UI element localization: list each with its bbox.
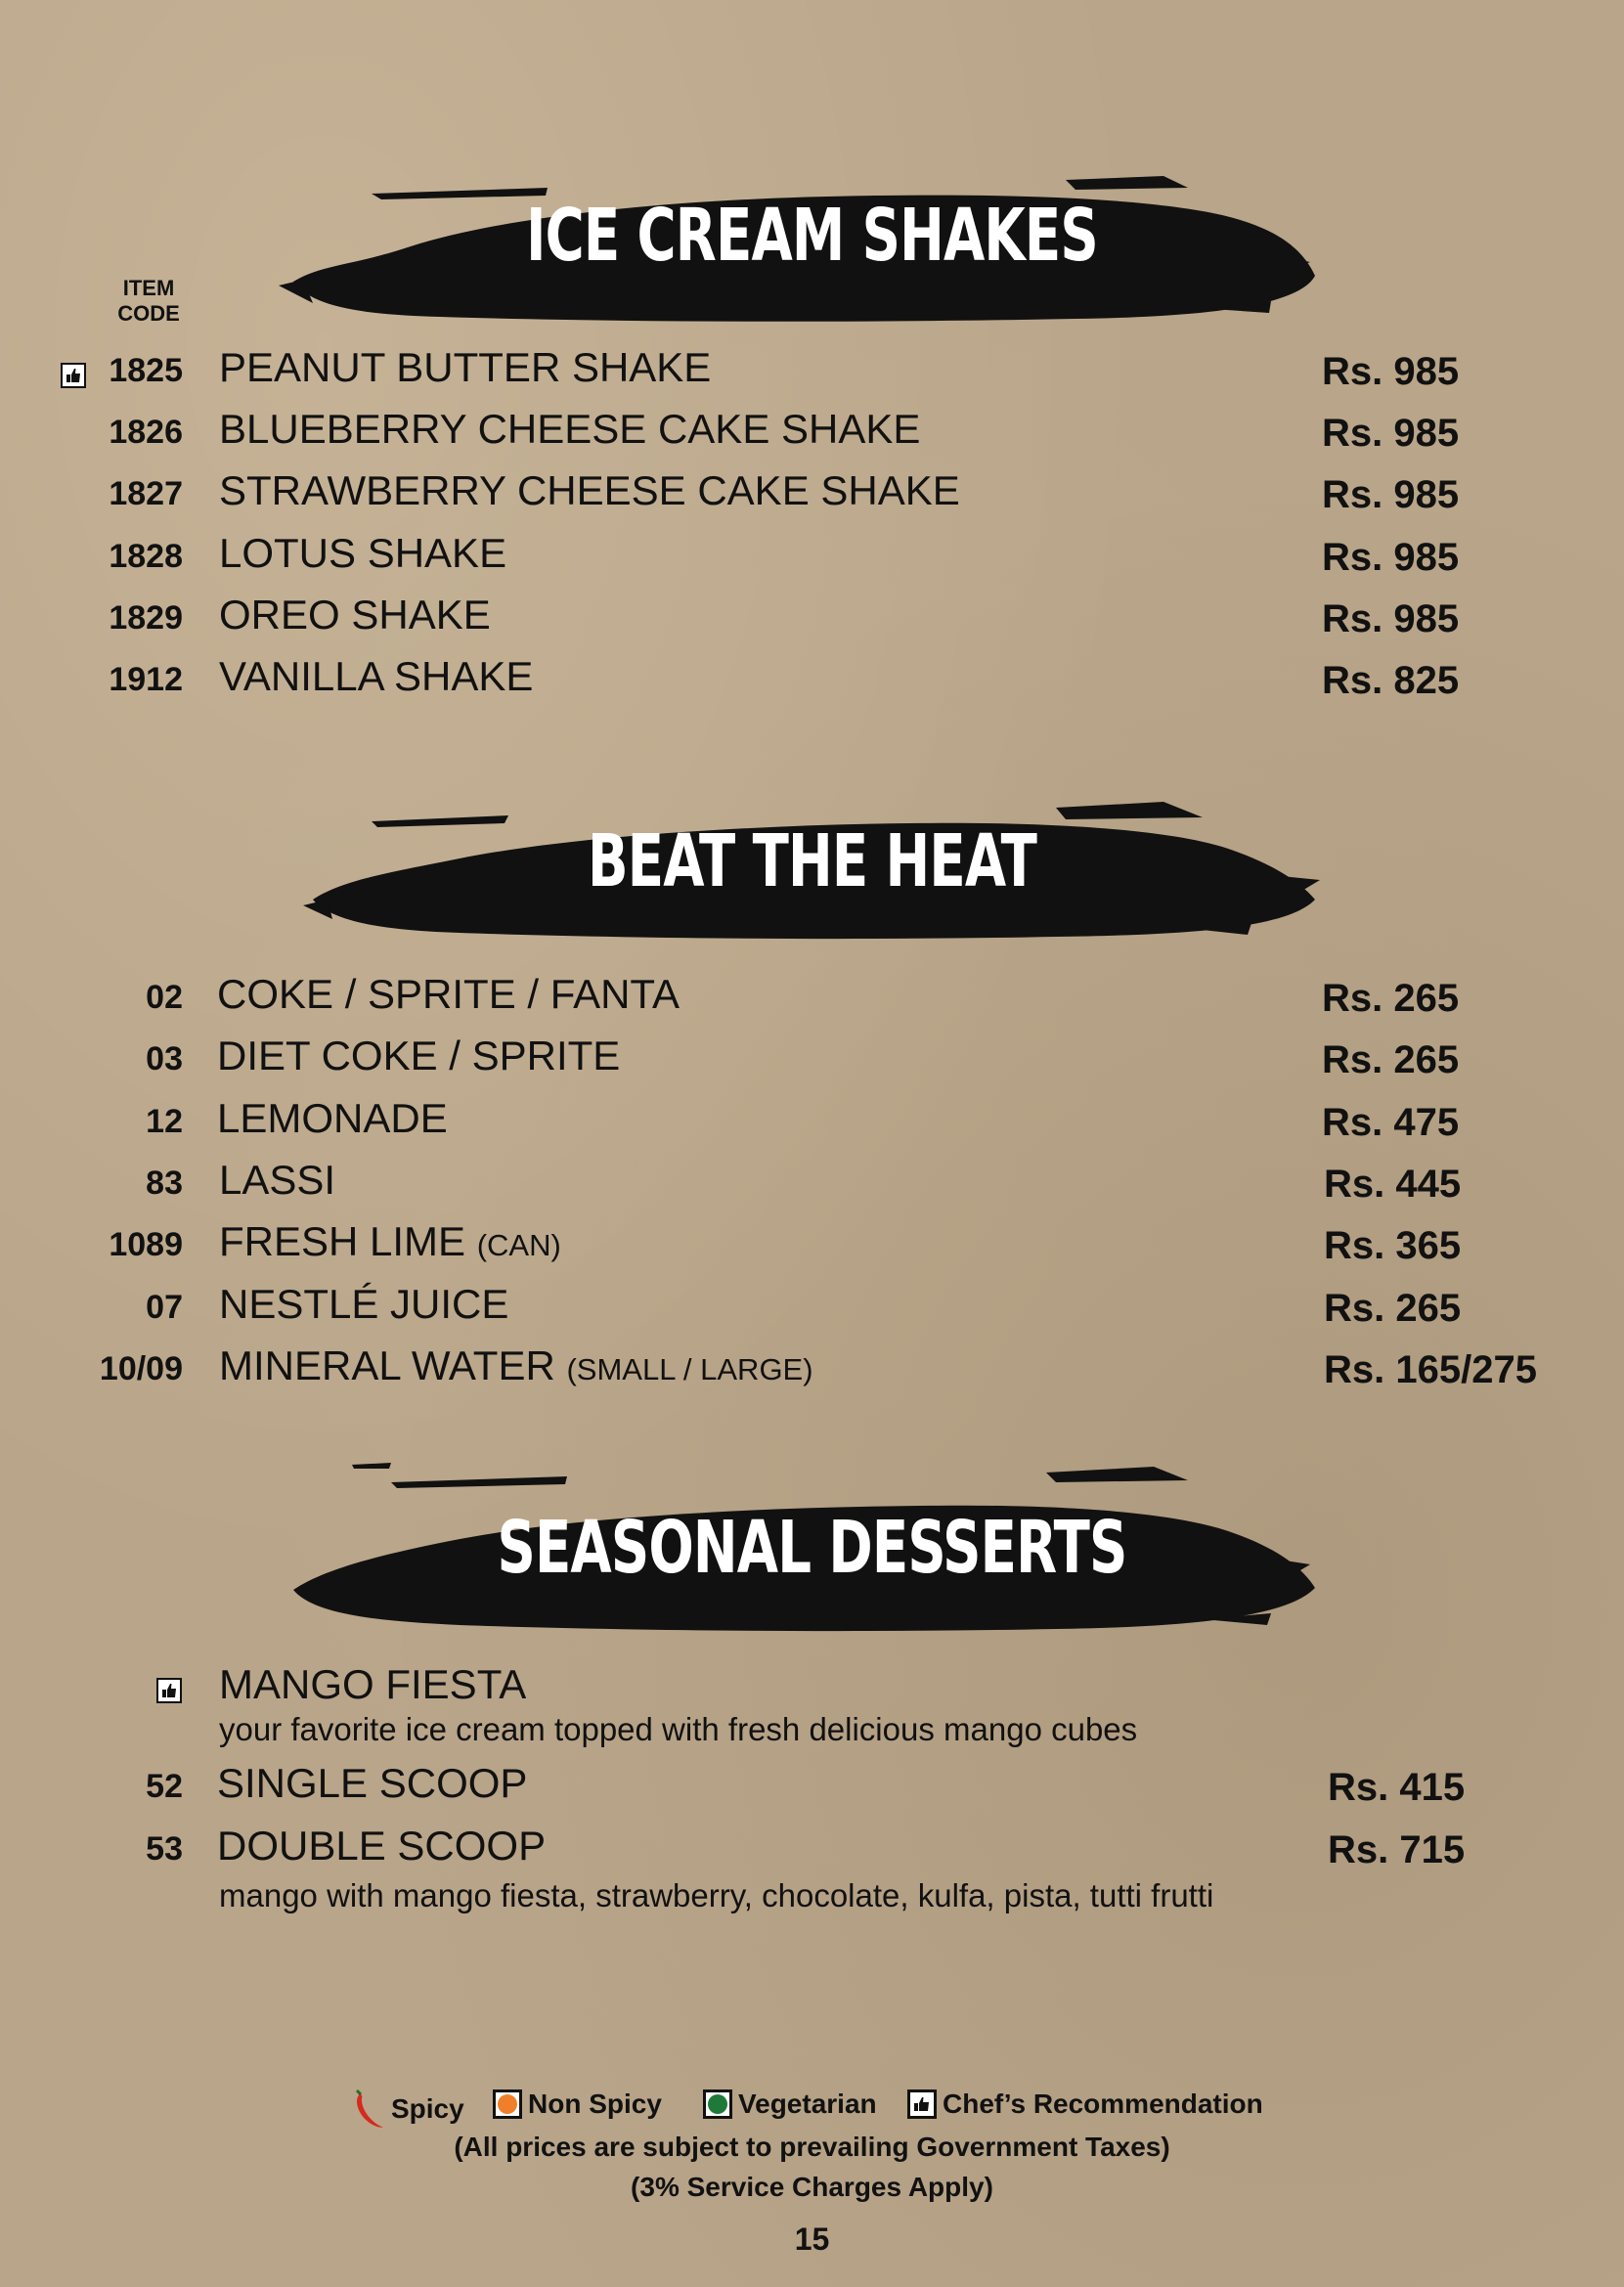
chili-icon (352, 2089, 387, 2130)
item-code: 12 (146, 1103, 183, 1140)
item-name: VANILLA SHAKE (219, 653, 534, 699)
item-code: 1089 (109, 1226, 183, 1263)
item-code-header: ITEM CODE (117, 276, 180, 326)
group-name: MANGO FIESTA (219, 1661, 527, 1707)
item-name: SINGLE SCOOP (217, 1760, 528, 1806)
menu-item (0, 1033, 1624, 1091)
section-title-seasonal-desserts (0, 1447, 1624, 1643)
menu-item (0, 467, 1624, 526)
page-number: 15 (794, 2221, 830, 2257)
legend-chef (907, 2089, 1263, 2120)
item-price: Rs. 165/275 (1324, 1348, 1537, 1391)
menu-item (0, 653, 1624, 712)
item-code: 1825 (109, 352, 183, 389)
item-price: Rs. 985 (1322, 350, 1460, 393)
item-name: FRESH LIME (CAN) (219, 1218, 561, 1264)
chef-recommendation-icon (907, 2089, 937, 2119)
item-price: Rs. 445 (1324, 1163, 1462, 1206)
item-code: 1827 (109, 475, 183, 512)
menu-item (0, 1157, 1624, 1215)
vegetarian-icon (703, 2089, 732, 2119)
group-description: your favorite ice cream topped with fresh delicious mango cubes (219, 1711, 1138, 1747)
item-code: 83 (146, 1165, 183, 1202)
legend-non-spicy (493, 2089, 662, 2120)
menu-item (0, 592, 1624, 650)
item-name: STRAWBERRY CHEESE CAKE SHAKE (219, 467, 960, 513)
item-name: LOTUS SHAKE (219, 530, 507, 576)
item-code: 1826 (109, 414, 183, 451)
non-spicy-icon (493, 2089, 522, 2119)
menu-item (0, 1823, 1624, 1881)
section-title-text: ICE CREAM SHAKES (526, 194, 1098, 278)
item-name: DOUBLE SCOOP (217, 1823, 547, 1869)
item-price: Rs. 365 (1324, 1224, 1462, 1267)
menu-item (0, 406, 1624, 464)
item-price: Rs. 415 (1328, 1766, 1466, 1809)
legend-label: Non Spicy (528, 2089, 662, 2119)
menu-item (0, 1095, 1624, 1154)
item-price: Rs. 475 (1322, 1101, 1460, 1144)
item-name: MINERAL WATER (SMALL / LARGE) (219, 1342, 813, 1388)
section-title-text: SEASONAL DESSERTS (497, 1506, 1127, 1590)
tax-note: (All prices are subject to prevailing Government Taxes) (454, 2132, 1170, 2162)
service-charge-note: (3% Service Charges Apply) (631, 2172, 993, 2202)
item-code: 10/09 (99, 1350, 183, 1387)
item-code: 1912 (109, 661, 183, 698)
item-note: (CAN) (476, 1228, 561, 1262)
section-title-ice-cream-shakes (0, 137, 1624, 332)
item-name: DIET COKE / SPRITE (217, 1033, 621, 1078)
item-name: BLUEBERRY CHEESE CAKE SHAKE (219, 406, 921, 452)
menu-item (0, 530, 1624, 589)
legend (0, 2089, 1624, 2128)
item-description: mango with mango fiesta, strawberry, chocolate, kulfa, pista, tutti frutti (219, 1877, 1214, 1913)
item-price: Rs. 985 (1322, 536, 1460, 579)
item-name: NESTLÉ JUICE (219, 1281, 509, 1327)
legend-label: Spicy (391, 2093, 464, 2124)
item-name: COKE / SPRITE / FANTA (217, 971, 680, 1017)
item-price: Rs. 825 (1322, 659, 1460, 702)
item-price: Rs. 265 (1322, 977, 1460, 1020)
chef-recommendation-icon (156, 1678, 182, 1703)
item-price: Rs. 265 (1322, 1038, 1460, 1081)
menu-item (0, 1760, 1624, 1819)
item-note: (SMALL / LARGE) (566, 1352, 813, 1386)
legend-label: Chef’s Recommendation (943, 2089, 1263, 2119)
item-price: Rs. 985 (1322, 412, 1460, 455)
section-title-text: BEAT THE HEAT (587, 819, 1037, 903)
item-code: 52 (146, 1768, 183, 1805)
item-code: 53 (146, 1830, 183, 1868)
legend-label: Vegetarian (738, 2089, 877, 2119)
legend-vegetarian (703, 2089, 877, 2120)
item-name: LEMONADE (217, 1095, 448, 1141)
item-code: 1829 (109, 599, 183, 637)
menu-item (0, 1342, 1624, 1401)
item-code: 07 (146, 1289, 183, 1326)
legend-spicy (352, 2089, 464, 2130)
item-code: 02 (146, 979, 183, 1016)
item-code: 1828 (109, 538, 183, 575)
item-price: Rs. 265 (1324, 1287, 1462, 1330)
item-price: Rs. 985 (1322, 597, 1460, 640)
item-name: PEANUT BUTTER SHAKE (219, 344, 712, 390)
item-code: 03 (146, 1040, 183, 1078)
menu-item (0, 1218, 1624, 1277)
item-name: LASSI (219, 1157, 336, 1203)
item-price: Rs. 715 (1328, 1828, 1466, 1871)
menu-item (0, 971, 1624, 1030)
menu-item (0, 1281, 1624, 1340)
section-title-beat-the-heat (0, 763, 1624, 958)
item-name: OREO SHAKE (219, 592, 491, 638)
menu-item (0, 344, 1624, 403)
item-price: Rs. 985 (1322, 473, 1460, 516)
